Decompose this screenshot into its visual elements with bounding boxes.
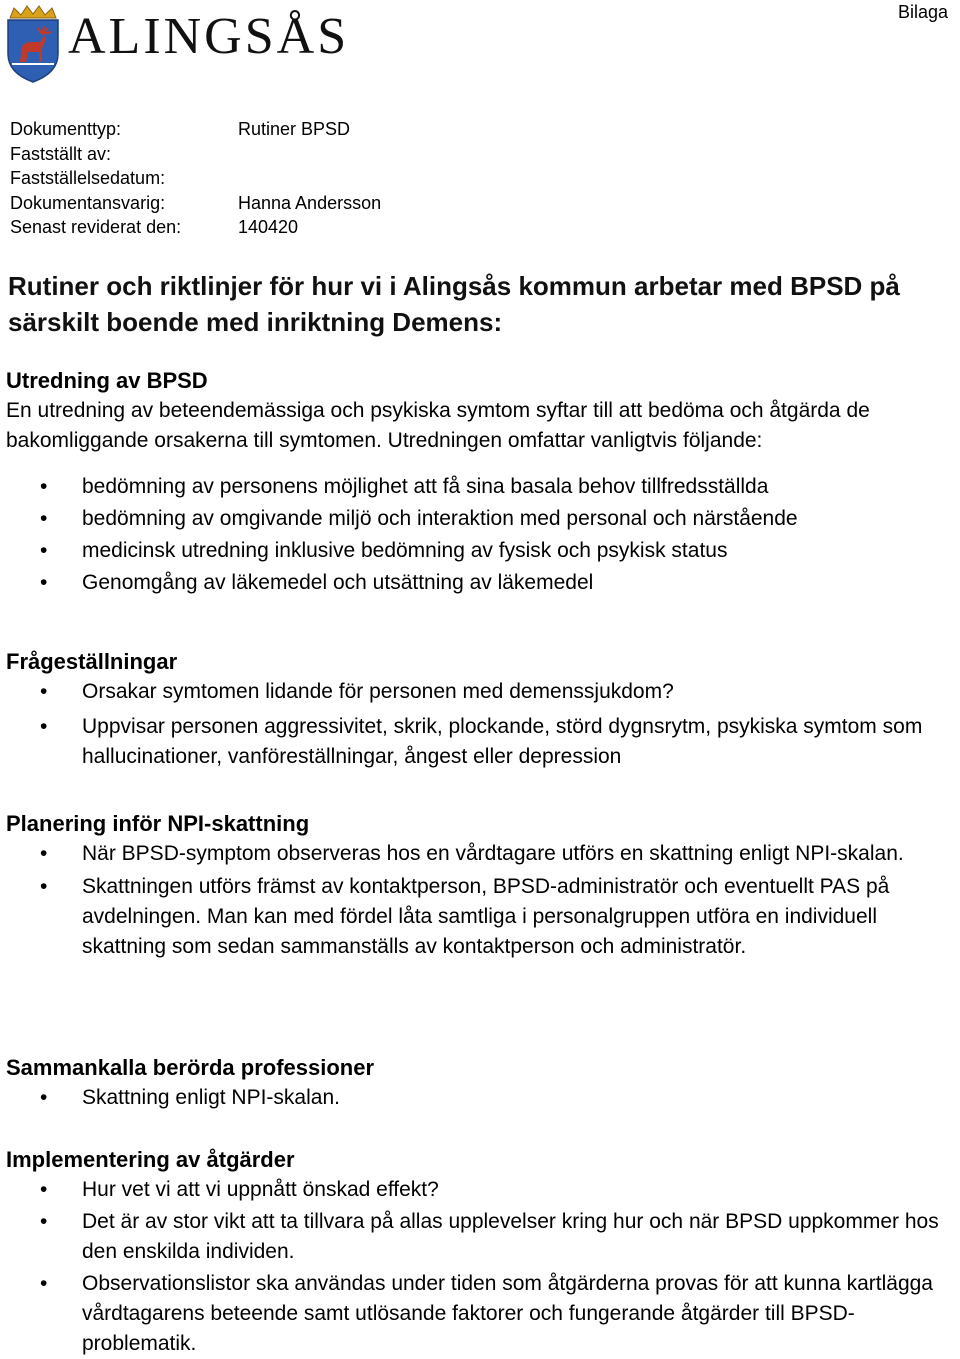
list-item: • När BPSD-symptom observeras hos en vårdtagare utförs en skattning enligt NPI-skalan. [6,839,954,869]
section-fragestallningar [6,647,954,772]
corner-label: Bilaga [897,2,948,22]
section-heading: Implementering av åtgärder [6,1147,295,1172]
list-item: • Det är av stor vikt att ta tillvara på allas upplevelser kring hur och när BPSD uppkommer hos den enskilda individen. [6,1207,954,1267]
section-heading: Frågeställningar [6,649,178,674]
bullet-dot: • [40,475,48,498]
section-sammankalla [6,1053,954,1113]
section-intro: En utredning av beteendemässiga och psykiska symtom syftar till att bedöma och åtgärda de bakomliggande orsakerna till symtomen. Utredningen omfattar vanligtvis följande: [6,399,870,452]
meta-value: 140420 [238,217,299,237]
coat-of-arms-moose-icon [4,4,62,84]
section-implementering [6,1145,954,1359]
meta-label: Dokumenttyp: [10,119,122,139]
list-item: • Skattning enligt NPI-skalan. [6,1083,954,1113]
meta-label: Fastställelsedatum: [10,168,166,188]
bullet-dot: • [40,715,48,738]
bullet-dot: • [40,1086,48,1109]
meta-label: Dokumentansvarig: [10,193,166,213]
bullet-list [6,1083,954,1113]
list-item: • Observationslistor ska användas under tiden som åtgärderna provas för att kunna kartlägga vårdtagarens beteende samt utlösande faktorer och fungerande åtgärder till BPSD-problematik. [6,1269,954,1359]
bullet-dot: • [40,1178,48,1201]
list-item: • Skattningen utförs främst av kontaktperson, BPSD-administratör och eventuellt PAS på avdelningen. Man kan med fördel låta samtliga i personalgruppen utföra en individuell skattning som sedan sammanställs av kontaktperson och administratör. [6,872,954,962]
meta-label: Senast reviderat den: [10,217,182,237]
list-item: • bedömning av personens möjlighet att få sina basala behov tillfredsställda [6,472,954,502]
bullet-dot: • [40,1272,48,1295]
section-heading: Sammankalla berörda professioner [6,1055,375,1080]
meta-value: Rutiner BPSD [238,119,351,139]
section-planering [6,809,954,962]
bullet-list [6,1175,954,1359]
bullet-list [6,839,954,962]
section-heading: Planering inför NPI-skattning [6,811,310,836]
section-utredning [6,366,954,598]
bullet-dot: • [40,875,48,898]
bullet-dot: • [40,680,48,703]
meta-label: Fastställt av: [10,144,112,164]
logo-wordmark: ALINGSÅS [68,8,350,65]
bullet-dot: • [40,507,48,530]
list-item: • Uppvisar personen aggressivitet, skrik, plockande, störd dygnsrytm, psykiska symtom som hallucinationer, vanföreställningar, ångest eller depression [6,712,954,772]
bullet-dot: • [40,842,48,865]
list-item: • medicinsk utredning inklusive bedömning av fysisk och psykisk status [6,536,954,566]
list-item: • bedömning av omgivande miljö och interaktion med personal och närstående [6,504,954,534]
document-title: Rutiner och riktlinjer för hur vi i Alingsås kommun arbetar med BPSD på särskilt boende med inriktning Demens: [8,271,900,337]
section-heading: Utredning av BPSD [6,368,208,393]
meta-value: Hanna Andersson [238,193,382,213]
list-item: • Orsakar symtomen lidande för personen med demenssjukdom? [6,677,954,707]
bullet-dot: • [40,571,48,594]
bullet-dot: • [40,539,48,562]
bullet-dot: • [40,1210,48,1233]
list-item: • Genomgång av läkemedel och utsättning av läkemedel [6,568,954,598]
list-item: • Hur vet vi att vi uppnått önskad effekt? [6,1175,954,1205]
bullet-list [6,472,954,598]
bullet-list [6,677,954,772]
